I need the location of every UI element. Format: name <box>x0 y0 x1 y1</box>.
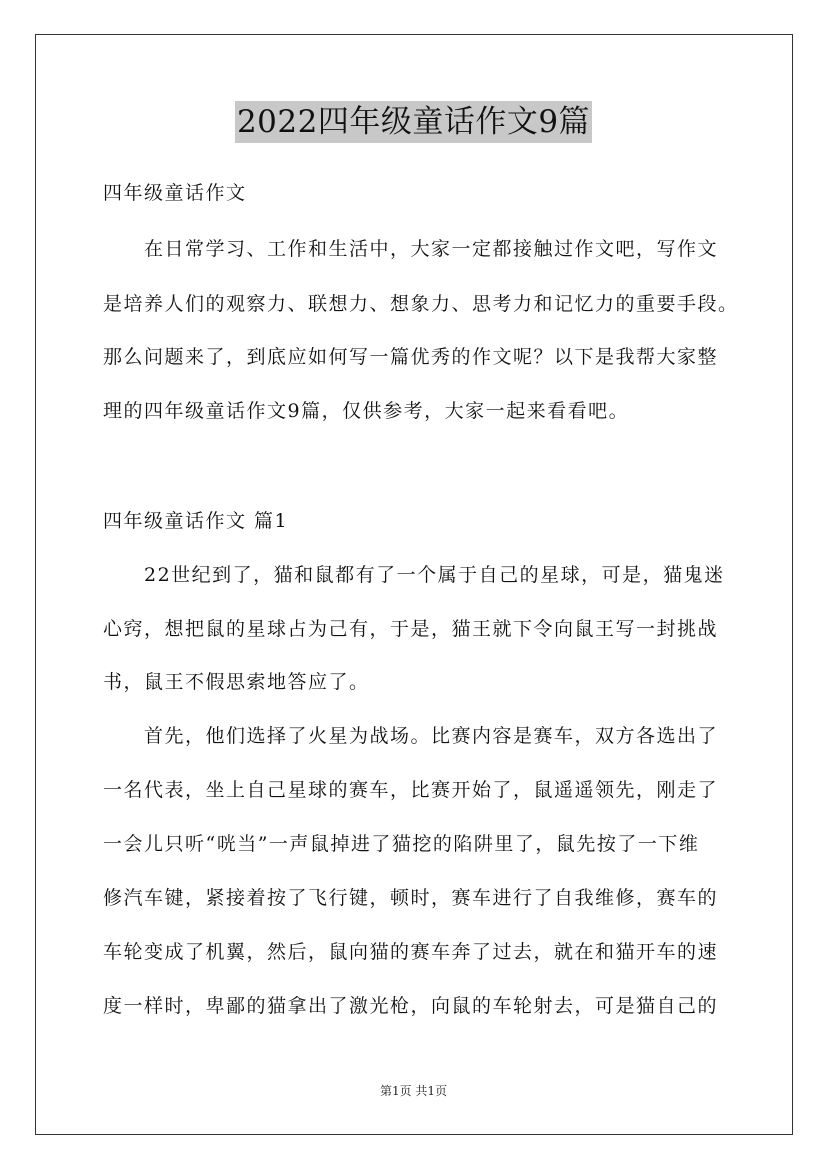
paragraph-line: 修汽车键，紧接着按了飞行键，顿时，赛车进行了自我维修，赛车的 <box>103 887 719 909</box>
intro-heading: 四年级童话作文 <box>103 182 247 204</box>
paragraph-line: 22世纪到了，猫和鼠都有了一个属于自己的星球，可是，猫鬼迷 <box>144 564 725 586</box>
paragraph-line: 心窍，想把鼠的星球占为己有，于是，猫王就下令向鼠王写一封挑战 <box>103 618 719 640</box>
title-container <box>0 101 827 143</box>
page-number-footer: 第1页 共1页 <box>379 1084 448 1098</box>
paragraph-line: 一名代表，坐上自己星球的赛车，比赛开始了，鼠遥遥领先，刚走了 <box>103 779 719 801</box>
document-title: 2022四年级童话作文9篇 <box>235 101 592 143</box>
intro-line: 是培养人们的观察力、联想力、想象力、思考力和记忆力的重要手段。 <box>103 293 739 315</box>
intro-line: 理的四年级童话作文9篇，仅供参考，大家一起来看看吧。 <box>103 400 630 422</box>
paragraph-line: 车轮变成了机翼，然后，鼠向猫的赛车奔了过去，就在和猫开车的速 <box>103 941 719 963</box>
paragraph-line: 度一样时，卑鄙的猫拿出了激光枪，向鼠的车轮射去，可是猫自己的 <box>103 995 719 1017</box>
paragraph-line: 首先，他们选择了火星为战场。比赛内容是赛车，双方各选出了 <box>144 725 719 747</box>
intro-line: 那么问题来了，到底应如何写一篇优秀的作文呢？以下是我帮大家整 <box>103 346 719 368</box>
section-heading: 四年级童话作文 篇1 <box>103 510 289 532</box>
intro-line: 在日常学习、工作和生活中，大家一定都接触过作文吧，写作文 <box>144 238 719 260</box>
paragraph-line: 一会儿只听“咣当”一声鼠掉进了猫挖的陷阱里了，鼠先按了一下维 <box>103 833 700 855</box>
paragraph-line: 书，鼠王不假思索地答应了。 <box>103 671 370 693</box>
